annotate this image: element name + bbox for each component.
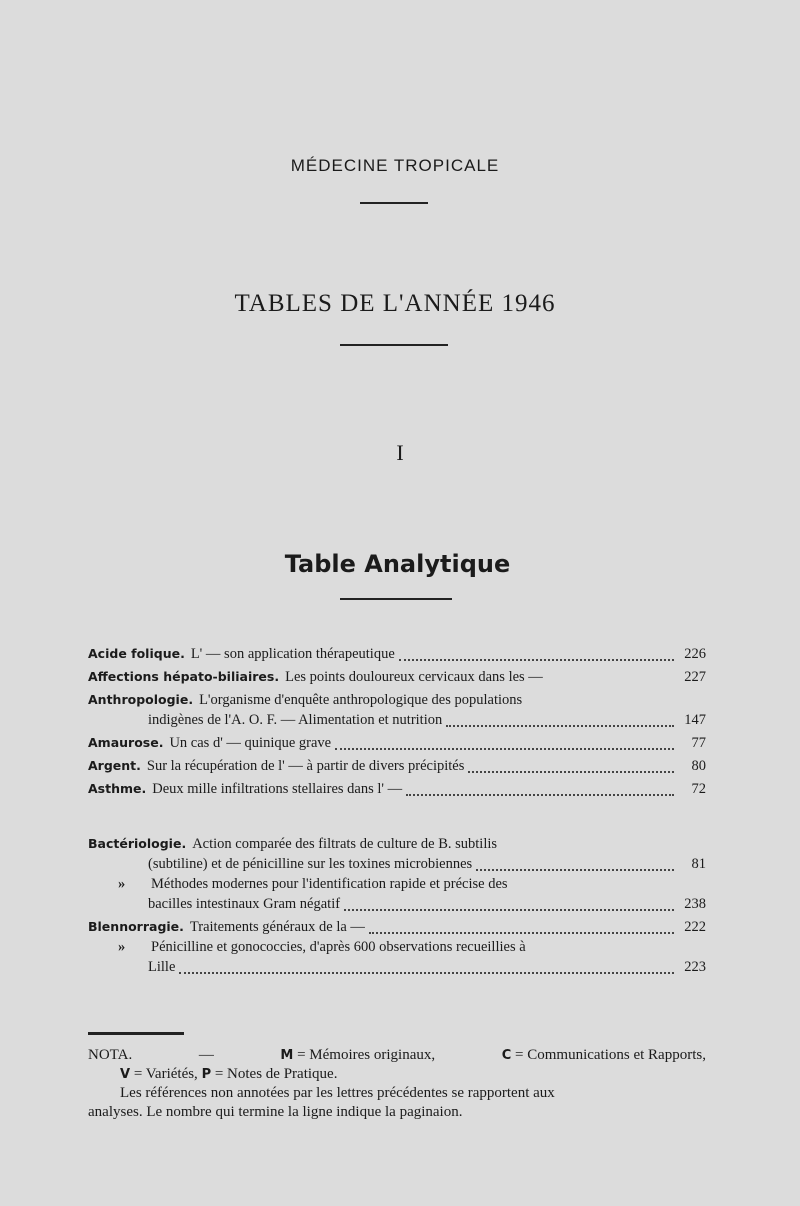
ditto-mark: » xyxy=(118,876,126,892)
nota-footnote xyxy=(88,1046,706,1122)
nota-letter: C xyxy=(501,1048,512,1063)
entry-term: Argent. xyxy=(88,758,141,773)
leader-dots xyxy=(344,908,674,911)
leader-dots xyxy=(476,868,674,871)
index-entry xyxy=(88,939,706,959)
entry-term: Asthme. xyxy=(88,781,147,796)
nota-line xyxy=(88,1046,706,1065)
nota-letter: P xyxy=(201,1067,212,1082)
index-entry xyxy=(88,836,706,856)
nota-letter: V xyxy=(120,1067,131,1082)
entry-page: 227 xyxy=(684,669,706,685)
nota-letter: M xyxy=(280,1048,294,1063)
entry-text: L' — son application thérapeutique xyxy=(190,646,395,662)
index-entry xyxy=(88,919,706,939)
divider-rule xyxy=(340,344,448,346)
index-entry xyxy=(88,735,706,755)
divider-rule xyxy=(360,202,428,204)
index-entry xyxy=(88,758,706,778)
nota-text: = Notes de Pratique. xyxy=(214,1066,338,1082)
index-entry xyxy=(88,646,706,666)
entry-term: Amaurose. xyxy=(88,735,164,750)
leader-dots xyxy=(335,747,674,750)
leader-dots xyxy=(179,971,674,974)
leader-dots xyxy=(399,658,674,661)
entry-page: 80 xyxy=(691,758,706,774)
entry-page: 238 xyxy=(684,896,706,912)
entry-text: Action comparée des filtrats de culture de B. subtilis xyxy=(192,836,498,852)
entries-group-a xyxy=(88,646,706,801)
table-title: Table Analytique xyxy=(284,550,511,578)
entry-text: Lille xyxy=(148,959,176,975)
footnote-rule xyxy=(88,1032,184,1035)
entry-page: 147 xyxy=(684,712,706,728)
nota-text: = Mémoires originaux, xyxy=(297,1047,436,1063)
nota-text: = Communications et Rapports, xyxy=(515,1047,706,1063)
entry-page: 223 xyxy=(684,959,706,975)
leader-dots xyxy=(547,682,674,683)
nota-dash: — xyxy=(198,1047,214,1063)
journal-title: MÉDECINE TROPICALE xyxy=(290,156,500,175)
entry-text: Pénicilline et gonococcies, d'après 600 observations recueillies à xyxy=(151,939,526,955)
leader-dots xyxy=(369,931,674,934)
index-entry xyxy=(88,669,706,689)
section-number: I xyxy=(396,440,404,465)
entry-page: 226 xyxy=(684,646,706,662)
entry-term: Acide folique. xyxy=(88,646,185,661)
nota-line: Les références non annotées par les lettres précédentes se rapportent aux xyxy=(120,1085,555,1101)
entry-term: Blennorragie. xyxy=(88,919,184,934)
entry-text: indigènes de l'A. O. F. — Alimentation et nutrition xyxy=(148,712,443,728)
nota-line: analyses. Le nombre qui termine la ligne indique la paginaion. xyxy=(88,1104,463,1120)
entry-page: 77 xyxy=(691,735,706,751)
nota-line xyxy=(88,1065,706,1084)
entry-text: Sur la récupération de l' — à partir de divers précipités xyxy=(146,758,465,774)
index-entry-continuation xyxy=(88,959,706,979)
entry-text: bacilles intestinaux Gram négatif xyxy=(148,896,341,912)
entry-text: L'organisme d'enquête anthropologique des populations xyxy=(199,692,523,708)
leader-dots xyxy=(468,770,674,773)
entry-text: Deux mille infiltrations stellaires dans l' — xyxy=(152,781,403,797)
entry-text: Les points douloureux cervicaux dans les — xyxy=(285,669,543,685)
divider-rule xyxy=(340,598,452,600)
nota-label: NOTA. xyxy=(88,1047,133,1063)
index-entry xyxy=(88,876,706,896)
ditto-mark: » xyxy=(118,939,126,955)
entry-text: Méthodes modernes pour l'identification rapide et précise des xyxy=(151,876,508,892)
tables-title: TABLES DE L'ANNÉE 1946 xyxy=(234,290,556,317)
entry-text: (subtiline) et de pénicilline sur les toxines microbiennes xyxy=(148,856,473,872)
entry-term: Bactériologie. xyxy=(88,836,187,851)
entry-term: Affections hépato-biliaires. xyxy=(88,669,280,684)
entry-page: 81 xyxy=(691,856,706,872)
entry-text: Un cas d' — quinique grave xyxy=(169,735,332,751)
index-entry xyxy=(88,781,706,801)
nota-text: = Variétés, xyxy=(133,1066,198,1082)
index-entry-continuation xyxy=(88,712,706,732)
entry-term: Anthropologie. xyxy=(88,692,194,707)
leader-dots xyxy=(446,724,674,727)
index-entry-continuation xyxy=(88,896,706,916)
index-entry-continuation xyxy=(88,856,706,876)
entry-text: Traitements généraux de la — xyxy=(189,919,365,935)
index-entry xyxy=(88,692,706,712)
entry-page: 72 xyxy=(691,781,706,797)
entries-group-b xyxy=(88,836,706,979)
entry-page: 222 xyxy=(684,919,706,935)
leader-dots xyxy=(406,793,674,796)
